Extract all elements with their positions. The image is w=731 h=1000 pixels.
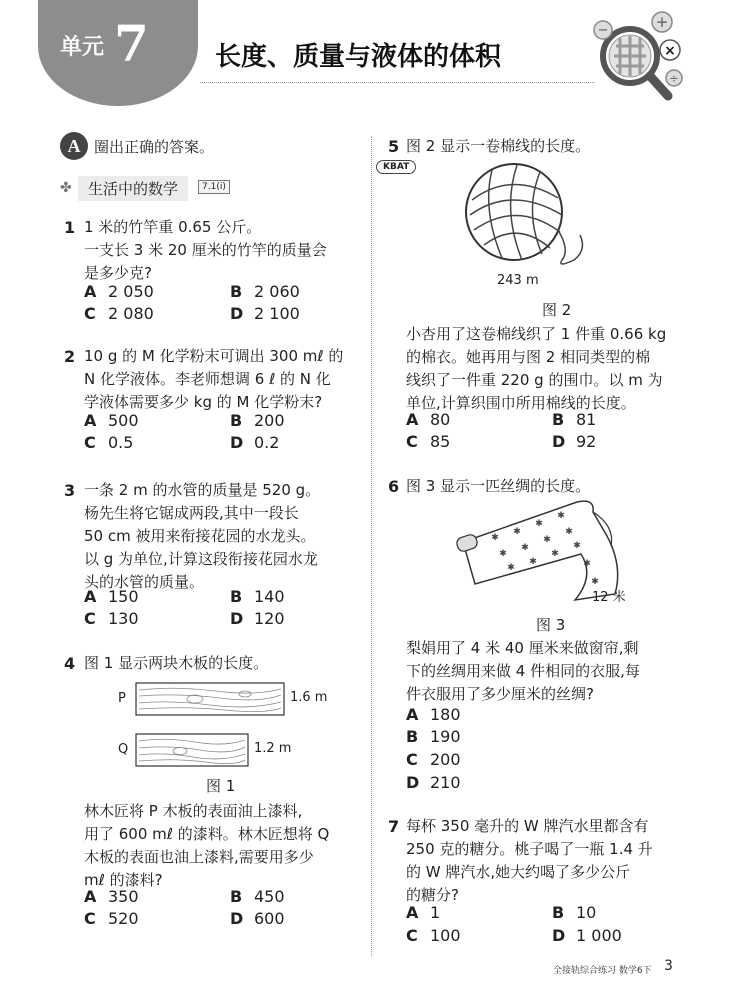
- yarn-length: 243 m: [497, 273, 539, 288]
- q5-option-d[interactable]: [552, 431, 596, 453]
- q6-line: 下的丝绸用来做 4 件相同的衣服,每: [406, 662, 640, 680]
- svg-text:✱: ✱: [583, 559, 591, 569]
- math-magnifier-icon: [590, 6, 700, 108]
- option-letter: C: [406, 432, 418, 451]
- option-value: 80: [430, 410, 451, 429]
- option-letter: D: [230, 609, 244, 628]
- q2-line: 学液体需要多少 kg 的 M 化学粉末?: [84, 393, 323, 411]
- q2-option-a[interactable]: [84, 410, 139, 432]
- option-letter: B: [406, 727, 419, 746]
- svg-text:✱: ✱: [565, 527, 573, 537]
- footer-book-title: 全接轨综合练习 数学6下: [553, 966, 652, 976]
- q3-option-a[interactable]: [84, 586, 139, 608]
- option-letter: D: [552, 432, 566, 451]
- q1-line: 一支长 3 米 20 厘米的竹竿的质量会: [84, 241, 327, 259]
- option-value: 200: [254, 411, 285, 430]
- option-value: 92: [576, 432, 597, 451]
- q7-option-c[interactable]: [406, 925, 461, 947]
- page-number: 3: [664, 958, 673, 974]
- option-value: 210: [430, 773, 461, 792]
- q4-text: [84, 800, 368, 892]
- option-letter: B: [552, 410, 565, 429]
- option-value: 100: [430, 926, 461, 945]
- svg-text:✱: ✱: [551, 549, 559, 559]
- option-value: 190: [430, 727, 461, 746]
- q3-text: [84, 479, 368, 594]
- svg-text:−: −: [597, 23, 609, 38]
- q4-option-c[interactable]: [84, 908, 139, 930]
- q5-number: 5: [388, 137, 400, 156]
- option-value: 85: [430, 432, 451, 451]
- option-value: 350: [108, 887, 139, 906]
- svg-text:✱: ✱: [529, 557, 537, 567]
- flower-icon: ✤: [60, 180, 72, 196]
- option-letter: C: [406, 926, 418, 945]
- q4-option-b[interactable]: [230, 886, 285, 908]
- svg-text:÷: ÷: [669, 72, 679, 85]
- option-value: 0.5: [108, 433, 134, 452]
- unit-badge: [38, 0, 198, 106]
- q1-option-b[interactable]: [230, 281, 300, 303]
- option-value: 1 000: [576, 926, 622, 945]
- board-q-length: 1.2 m: [254, 741, 292, 756]
- option-value: 2 100: [254, 304, 300, 323]
- q1-number: 1: [64, 218, 76, 237]
- q3-line: 50 cm 被用来衔接花园的水龙头。: [84, 527, 316, 545]
- svg-text:✱: ✱: [573, 541, 581, 551]
- q6-option-a[interactable]: [406, 704, 461, 726]
- svg-text:✱: ✱: [521, 543, 529, 553]
- option-value: 2 060: [254, 282, 300, 301]
- board-q: [135, 733, 249, 767]
- option-letter: B: [230, 887, 243, 906]
- q1-option-a[interactable]: [84, 281, 154, 303]
- q4-number: 4: [64, 654, 76, 673]
- topic-label: 生活中的数学: [78, 176, 188, 201]
- board-p-label: P: [118, 691, 126, 706]
- q7-line: 的 W 牌汽水,她大约喝了多少公斤: [406, 863, 631, 881]
- option-letter: A: [406, 903, 419, 922]
- option-value: 200: [430, 750, 461, 769]
- q4-line: 用了 600 mℓ 的漆料。林木匠想将 Q: [84, 825, 330, 843]
- q5-line: 线织了一件重 220 g 的围巾。以 m 为: [406, 371, 663, 389]
- q5-intro: 图 2 显示一卷棉线的长度。: [406, 137, 591, 155]
- option-letter: B: [230, 587, 243, 606]
- option-letter: C: [84, 609, 96, 628]
- option-letter: B: [230, 411, 243, 430]
- q2-option-c[interactable]: [84, 432, 133, 454]
- q4-line: 木板的表面也油上漆料,需要用多少: [84, 848, 314, 866]
- q2-line: N 化学液体。李老师想调 6 ℓ 的 N 化: [84, 370, 331, 388]
- option-letter: C: [84, 304, 96, 323]
- q1-text: [84, 216, 364, 285]
- option-letter: B: [230, 282, 243, 301]
- q7-text: [406, 815, 706, 907]
- svg-text:+: +: [655, 13, 669, 31]
- option-value: 150: [108, 587, 139, 606]
- q6-intro: 图 3 显示一匹丝绸的长度。: [406, 477, 591, 495]
- option-letter: A: [406, 705, 419, 724]
- option-value: 500: [108, 411, 139, 430]
- option-letter: D: [230, 909, 244, 928]
- board-q-label: Q: [118, 742, 129, 757]
- topic-tag: 7.1(i): [198, 180, 230, 194]
- option-letter: B: [552, 903, 565, 922]
- q5-option-c[interactable]: [406, 431, 450, 453]
- q3-line: 一条 2 m 的水管的质量是 520 g。: [84, 481, 321, 499]
- q7-line: 的糖分?: [406, 886, 459, 904]
- svg-text:✱: ✱: [513, 527, 521, 537]
- q5-line: 小杏用了这卷棉线织了 1 件重 0.66 kg: [406, 325, 667, 343]
- figure-1-caption: 图 1: [206, 777, 236, 795]
- board-p: [135, 682, 285, 716]
- q4-line: 林木匠将 P 木板的表面油上漆料,: [84, 802, 303, 820]
- column-divider: [371, 136, 372, 956]
- q6-text: [406, 637, 706, 706]
- q3-option-d[interactable]: [230, 608, 285, 630]
- option-letter: A: [84, 887, 97, 906]
- option-value: 2 050: [108, 282, 154, 301]
- q3-line: 以 g 为单位,计算这段衔接花园水龙: [84, 550, 318, 568]
- option-letter: D: [230, 304, 244, 323]
- page-title: 长度、质量与液体的体积: [215, 42, 502, 72]
- option-value: 120: [254, 609, 285, 628]
- q2-text: [84, 345, 368, 414]
- q5-text: [406, 323, 706, 415]
- q3-line: 杨先生将它锯成两段,其中一段长: [84, 504, 299, 522]
- svg-text:✱: ✱: [543, 535, 551, 545]
- option-letter: D: [406, 773, 420, 792]
- option-letter: A: [406, 410, 419, 429]
- q4-line: mℓ 的漆料?: [84, 871, 163, 889]
- svg-text:✱: ✱: [557, 511, 565, 521]
- option-letter: A: [84, 587, 97, 606]
- option-value: 2 080: [108, 304, 154, 323]
- option-value: 81: [576, 410, 597, 429]
- q1-line: 1 米的竹竿重 0.65 公斤。: [84, 218, 262, 236]
- option-letter: A: [84, 282, 97, 301]
- q4-intro: 图 1 显示两块木板的长度。: [84, 654, 269, 672]
- q6-option-d[interactable]: [406, 772, 461, 794]
- q1-option-c[interactable]: [84, 303, 154, 325]
- yarn-ball-illustration: [462, 160, 592, 272]
- option-value: 180: [430, 705, 461, 724]
- q5-line: 单位,计算织围巾所用棉线的长度。: [406, 394, 636, 412]
- option-letter: C: [84, 909, 96, 928]
- svg-text:×: ×: [664, 43, 676, 59]
- q6-option-b[interactable]: [406, 726, 461, 748]
- board-p-length: 1.6 m: [290, 690, 328, 705]
- svg-text:✱: ✱: [535, 519, 543, 529]
- option-value: 520: [108, 909, 139, 928]
- option-value: 600: [254, 909, 285, 928]
- q7-option-b[interactable]: [552, 902, 596, 924]
- q5-option-a[interactable]: [406, 409, 450, 431]
- q1-option-d[interactable]: [230, 303, 300, 325]
- q7-number: 7: [388, 817, 400, 836]
- q5-option-b[interactable]: [552, 409, 596, 431]
- option-value: 0.2: [254, 433, 280, 452]
- q2-option-b[interactable]: [230, 410, 285, 432]
- q2-line: 10 g 的 M 化学粉末可调出 300 mℓ 的: [84, 347, 344, 365]
- section-a-icon: A: [60, 132, 88, 160]
- q3-number: 3: [64, 481, 76, 500]
- option-value: 1: [430, 903, 441, 922]
- instruction-text: 圈出正确的答案。: [94, 138, 215, 156]
- figure-2-caption: 图 2: [542, 301, 572, 319]
- kbat-badge: KBAT: [376, 160, 416, 174]
- q7-line: 250 克的糖分。桃子喝了一瓶 1.4 升: [406, 840, 653, 858]
- option-letter: D: [230, 433, 244, 452]
- option-letter: C: [406, 750, 418, 769]
- q2-number: 2: [64, 347, 76, 366]
- figure-3-caption: 图 3: [536, 616, 566, 634]
- svg-text:✱: ✱: [491, 533, 499, 543]
- q1-line: 是多少克?: [84, 264, 152, 282]
- q6-number: 6: [388, 477, 400, 496]
- q7-option-a[interactable]: [406, 902, 440, 924]
- q5-line: 的棉衣。她再用与图 2 相同类型的棉: [406, 348, 651, 366]
- option-value: 10: [576, 903, 597, 922]
- option-letter: C: [84, 433, 96, 452]
- q2-option-d[interactable]: [230, 432, 279, 454]
- silk-length: 12 米: [592, 590, 626, 605]
- q6-option-c[interactable]: [406, 749, 461, 771]
- svg-text:✱: ✱: [499, 549, 507, 559]
- header-divider: [200, 82, 595, 83]
- option-value: 450: [254, 887, 285, 906]
- q4-option-d[interactable]: [230, 908, 285, 930]
- option-letter: D: [552, 926, 566, 945]
- svg-text:✱: ✱: [507, 563, 515, 573]
- q7-option-d[interactable]: [552, 925, 622, 947]
- q4-option-a[interactable]: [84, 886, 139, 908]
- option-value: 140: [254, 587, 285, 606]
- q7-line: 每杯 350 毫升的 W 牌汽水里都含有: [406, 817, 649, 835]
- q3-option-c[interactable]: [84, 608, 139, 630]
- option-letter: A: [84, 411, 97, 430]
- q6-line: 梨娟用了 4 米 40 厘米来做窗帘,剩: [406, 639, 639, 657]
- q3-option-b[interactable]: [230, 586, 285, 608]
- unit-label: 单元: [60, 35, 105, 60]
- unit-number: 7: [114, 14, 149, 73]
- svg-text:✱: ✱: [591, 577, 599, 587]
- q3-line: 头的水管的质量。: [84, 573, 205, 591]
- q6-line: 件衣服用了多少厘米的丝绸?: [406, 685, 594, 703]
- option-value: 130: [108, 609, 139, 628]
